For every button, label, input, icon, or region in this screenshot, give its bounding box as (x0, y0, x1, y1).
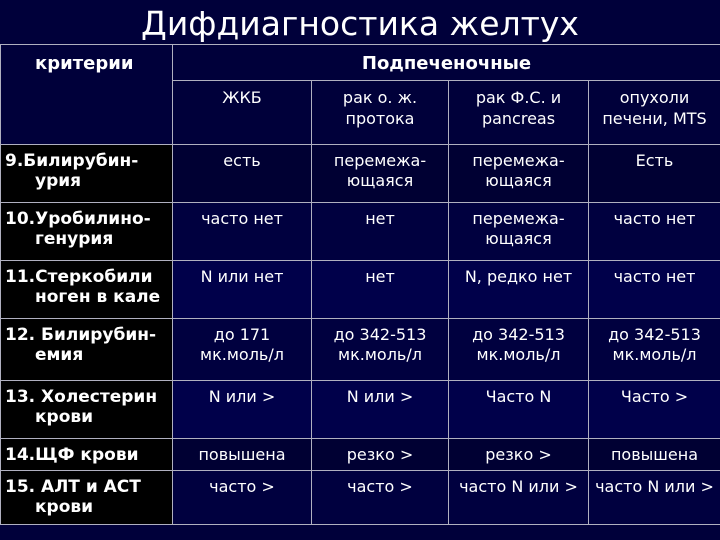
value-line: перемежа- (472, 151, 565, 170)
criterion-line: 10.Уробилино- (5, 209, 151, 229)
value-cell (312, 319, 449, 381)
column-header (589, 81, 720, 145)
criterion-cell (1, 145, 173, 203)
value-line: мк.моль/л (338, 345, 422, 364)
table-row (1, 471, 720, 525)
value-line: ющаяся (346, 171, 414, 190)
value-cell (589, 261, 720, 319)
value-cell (449, 145, 589, 203)
value-cell (312, 471, 449, 525)
criterion-cell (1, 319, 173, 381)
value-line: часто N или > (595, 477, 714, 496)
value-cell (312, 203, 449, 261)
value-line: нет (365, 267, 395, 286)
value-line: Есть (635, 151, 674, 170)
value-line: мк.моль/л (200, 345, 284, 364)
value-cell (173, 439, 312, 471)
value-line: часто > (209, 477, 275, 496)
criterion-line: 13. Холестерин (5, 387, 158, 407)
criterion-line: ноген в кале (35, 287, 161, 307)
value-line: часто > (347, 477, 413, 496)
value-line: до 342-513 (333, 325, 427, 344)
value-line: до 342-513 (608, 325, 701, 344)
value-line: часто N или > (459, 477, 578, 496)
value-cell (312, 261, 449, 319)
criterion-cell (1, 203, 173, 261)
value-line: часто нет (613, 267, 696, 286)
value-cell (312, 381, 449, 439)
value-cell (449, 203, 589, 261)
value-line: нет (365, 209, 395, 228)
header-row-group (1, 45, 720, 81)
criterion-cell (1, 261, 173, 319)
value-line: Часто > (620, 387, 689, 406)
value-cell (449, 471, 589, 525)
value-line: повышена (610, 445, 699, 464)
criterion-line: 14.ЩФ крови (5, 445, 139, 465)
value-line: мк.моль/л (476, 345, 561, 364)
value-line: ющаяся (485, 229, 552, 248)
value-cell (589, 439, 720, 471)
value-line: часто нет (613, 209, 696, 228)
column-header-line: печени, MTS (602, 109, 707, 128)
value-cell (312, 145, 449, 203)
value-cell (173, 471, 312, 525)
criterion-cell (1, 471, 173, 525)
value-cell (449, 381, 589, 439)
column-header-line: ЖКБ (222, 88, 262, 107)
value-cell (589, 145, 720, 203)
value-line: резко > (485, 445, 552, 464)
table-row (1, 381, 720, 439)
value-line: ющаяся (485, 171, 552, 190)
criterion-line: 9.Билирубин- (5, 151, 139, 171)
comparison-table (0, 44, 720, 525)
value-cell (589, 471, 720, 525)
criterion-cell (1, 381, 173, 439)
column-header (173, 81, 312, 145)
table-row (1, 203, 720, 261)
criteria-header: критерии (1, 45, 173, 145)
table-row (1, 319, 720, 381)
column-header-line: рак о. ж. (342, 88, 418, 107)
value-cell (173, 203, 312, 261)
value-line: мк.моль/л (612, 345, 697, 364)
column-header-line: pancreas (481, 109, 556, 128)
value-line: N, редко нет (464, 267, 573, 286)
criterion-line: 12. Билирубин- (5, 325, 157, 345)
value-cell (449, 319, 589, 381)
value-cell (449, 439, 589, 471)
value-line: есть (223, 151, 261, 170)
column-header (449, 81, 589, 145)
criterion-line: крови (35, 497, 94, 517)
criterion-line: 11.Стеркобили (5, 267, 153, 287)
table-row (1, 261, 720, 319)
value-line: N или > (346, 387, 414, 406)
value-line: N или > (208, 387, 276, 406)
column-header-line: протока (345, 109, 415, 128)
table-row (1, 439, 720, 471)
criterion-line: урия (35, 171, 82, 191)
table-row (1, 145, 720, 203)
value-line: часто нет (201, 209, 283, 228)
value-cell (173, 261, 312, 319)
value-cell (589, 319, 720, 381)
value-cell (589, 381, 720, 439)
value-line: до 342-513 (472, 325, 565, 344)
value-line: N или нет (200, 267, 284, 286)
criterion-cell (1, 439, 173, 471)
column-header-line: опухоли (619, 88, 690, 107)
value-cell (173, 381, 312, 439)
value-cell (589, 203, 720, 261)
value-line: повышена (198, 445, 286, 464)
value-cell (173, 319, 312, 381)
criterion-line: 15. АЛТ и АСТ (5, 477, 141, 497)
column-header-line: рак Ф.С. и (475, 88, 562, 107)
value-line: до 171 (213, 325, 271, 344)
group-header: Подпеченочные (173, 45, 720, 81)
value-line: перемежа- (333, 151, 427, 170)
criterion-line: емия (35, 345, 84, 365)
criterion-line: крови (35, 407, 94, 427)
slide-title: Дифдиагностика желтух (141, 4, 579, 43)
value-line: перемежа- (472, 209, 565, 228)
column-header (312, 81, 449, 145)
value-line: Часто N (485, 387, 552, 406)
value-cell (173, 145, 312, 203)
value-line: резко > (346, 445, 414, 464)
value-cell (449, 261, 589, 319)
value-cell (312, 439, 449, 471)
criterion-line: генурия (35, 229, 114, 249)
